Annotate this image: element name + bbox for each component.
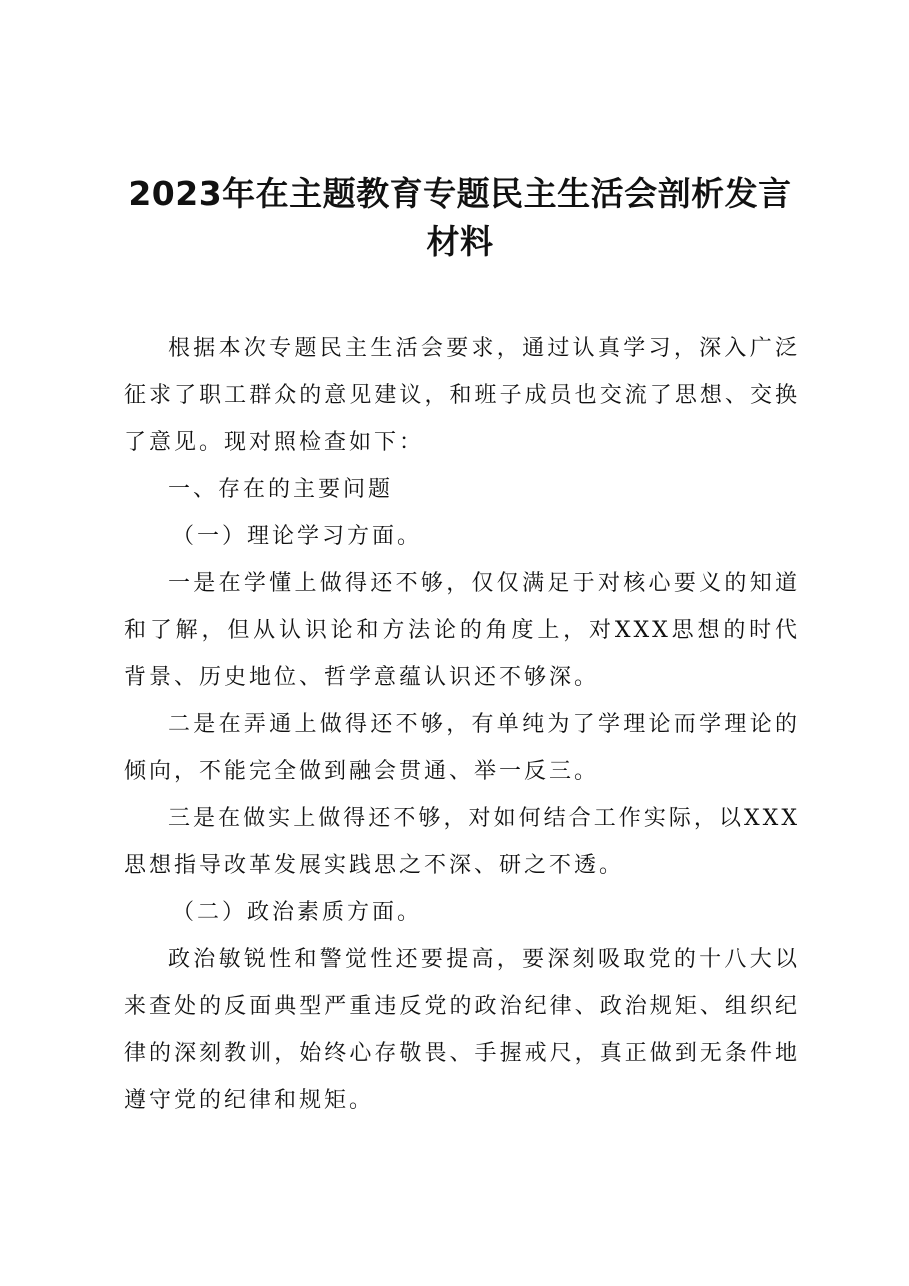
- section-heading-main-problems: 一、存在的主要问题: [168, 477, 394, 502]
- paragraph-intro: 根据本次专题民主生活会要求，通过认真学习，深入广泛征求了职工群众的意见建议，和班子成员也交流了思想、交换了意见。现对照检查如下：: [124, 336, 800, 455]
- title-line-1: 2023年在主题教育专题民主生活会剖析发言: [128, 174, 792, 213]
- title-line-2: 材料: [426, 222, 494, 261]
- document-title: [120, 170, 800, 266]
- paragraph-point-1: 一是在学懂上做得还不够，仅仅满足于对核心要义的知道和了解，但从认识论和方法论的角度上，对XXX思想的时代背景、历史地位、哲学意蕴认识还不够深。: [124, 571, 800, 690]
- paragraph-point-2: 二是在弄通上做得还不够，有单纯为了学理论而学理论的倾向，不能完全做到融会贯通、举一反三。: [124, 712, 800, 784]
- subsection-heading-theory-study: （一）理论学习方面。: [172, 524, 423, 549]
- subsection-heading-political-quality: （二）政治素质方面。: [172, 900, 423, 925]
- document-body: [124, 325, 800, 1124]
- paragraph-political: 政治敏锐性和警觉性还要提高，要深刻吸取党的十八大以来查处的反面典型严重违反党的政治纪律、政治规矩、组织纪律的深刻教训，始终心存敬畏、手握戒尺，真正做到无条件地遵守党的纪律和规矩。: [124, 947, 800, 1113]
- paragraph-point-3: 三是在做实上做得还不够，对如何结合工作实际，以XXX思想指导改革发展实践思之不深、研之不透。: [124, 806, 800, 878]
